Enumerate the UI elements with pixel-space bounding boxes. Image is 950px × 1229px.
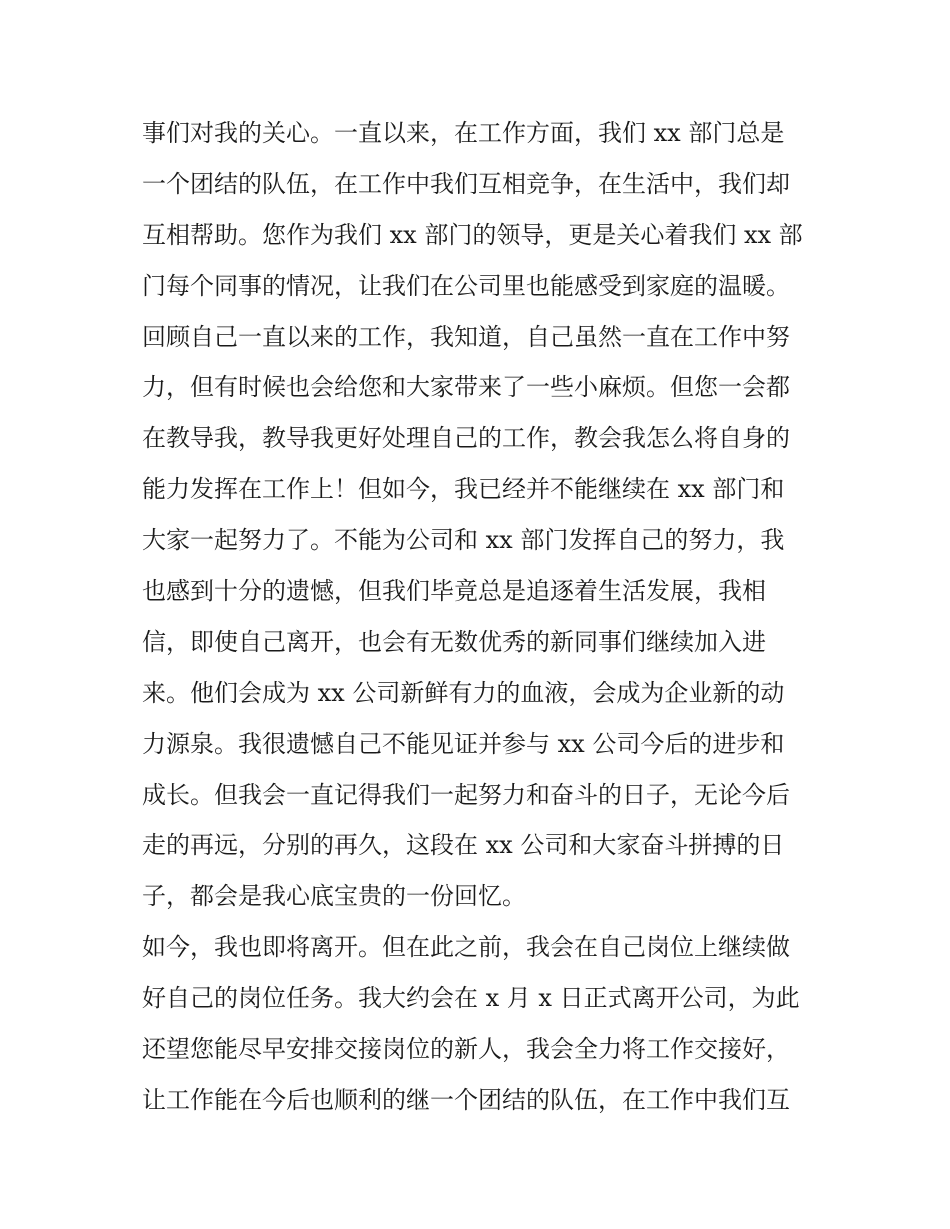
text-line: 成长。但我会一直记得我们一起努力和奋斗的日子，无论今后 — [142, 780, 790, 809]
text-line: 在教导我，教导我更好处理自己的工作，教会我怎么将自身的 — [142, 424, 790, 453]
text-line: 门每个同事的情况，让我们在公司里也能感受到家庭的温暖。 — [142, 271, 790, 300]
text-line: 走的再远，分别的再久，这段在 xx 公司和大家奋斗拼搏的日 — [142, 831, 785, 860]
text-line: 力源泉。我很遗憾自己不能见证并参与 xx 公司今后的进步和 — [142, 729, 785, 758]
document-body — [142, 108, 822, 1126]
text-line: 大家一起努力了。不能为公司和 xx 部门发挥自己的努力，我 — [142, 526, 785, 555]
text-line: 来。他们会成为 xx 公司新鲜有力的血液，会成为企业新的动 — [142, 678, 785, 707]
text-line: 力，但有时候也会给您和大家带来了一些小麻烦。但您一会都 — [142, 373, 790, 402]
text-line: 让工作能在今后也顺利的继一个团结的队伍，在工作中我们互 — [142, 1085, 790, 1114]
text-line: 信，即使自己离开，也会有无数优秀的新同事们继续加入进 — [142, 627, 766, 656]
text-line: 子，都会是我心底宝贵的一份回忆。 — [142, 882, 526, 911]
text-line: 好自己的岗位任务。我大约会在 x 月 x 日正式离开公司，为此 — [142, 984, 800, 1013]
text-line: 一个团结的队伍，在工作中我们互相竞争，在生活中，我们却 — [142, 169, 790, 198]
text-line: 回顾自己一直以来的工作，我知道，自己虽然一直在工作中努 — [142, 322, 790, 351]
text-line: 也感到十分的遗憾，但我们毕竟总是追逐着生活发展，我相 — [142, 577, 766, 606]
text-line: 如今，我也即将离开。但在此之前，我会在自己岗位上继续做 — [142, 933, 790, 962]
text-line: 还望您能尽早安排交接岗位的新人，我会全力将工作交接好， — [142, 1035, 790, 1064]
text-line: 能力发挥在工作上！但如今，我已经并不能继续在 xx 部门和 — [142, 475, 785, 504]
text-line: 互相帮助。您作为我们 xx 部门的领导，更是关心着我们 xx 部 — [142, 220, 803, 249]
text-line: 事们对我的关心。一直以来，在工作方面，我们 xx 部门总是 — [142, 119, 785, 147]
